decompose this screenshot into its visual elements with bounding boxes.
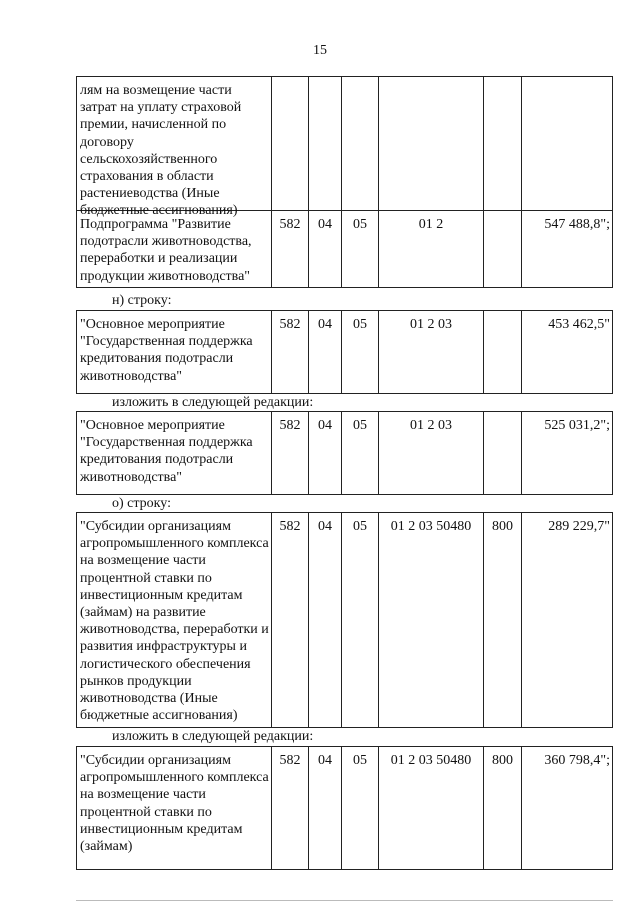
row-gr-cell: 582 <box>271 211 308 287</box>
row-pr-cell: 05 <box>341 211 378 287</box>
row-gr-cell: 582 <box>271 311 308 393</box>
row-rz-cell: 04 <box>308 412 341 494</box>
row-pr-cell <box>341 77 378 210</box>
row-sum-cell: 453 462,5" <box>521 311 614 393</box>
row-gr-cell <box>271 77 308 210</box>
row-vr-cell <box>483 311 521 393</box>
row-vr-cell <box>483 211 521 287</box>
row-sum-cell <box>521 77 614 210</box>
row-name-cell: Подпрограмма "Развитие подотрасли животноводства, переработки и реализации продукции животноводства" <box>80 217 252 284</box>
row-sum-cell: 289 229,7" <box>521 513 614 727</box>
row-gr-cell: 582 <box>271 747 308 869</box>
row-cs-cell <box>378 77 483 210</box>
row-rz-cell: 04 <box>308 747 341 869</box>
instruction-replace-2: изложить в следующей редакции: <box>112 729 314 744</box>
row-cs-cell: 01 2 03 50480 <box>378 747 483 869</box>
table-block-3 <box>76 411 613 495</box>
table-row <box>77 77 612 219</box>
row-gr-cell: 582 <box>271 412 308 494</box>
row-vr-cell <box>483 412 521 494</box>
row-sum-cell: 547 488,8"; <box>521 211 614 287</box>
table-block-1 <box>76 76 613 288</box>
instruction-o: о) строку: <box>112 496 171 511</box>
page-bottom-edge <box>76 900 613 901</box>
table-row <box>77 311 612 393</box>
row-rz-cell: 04 <box>308 211 341 287</box>
row-sum-cell: 360 798,4"; <box>521 747 614 869</box>
table-row <box>77 747 612 869</box>
row-name-cell: "Основное мероприятие "Государственная поддержка кредитования подотрасли животноводства" <box>80 317 253 384</box>
page-number: 15 <box>313 43 327 58</box>
row-cs-cell: 01 2 <box>378 211 483 287</box>
row-sum-cell: 525 031,2"; <box>521 412 614 494</box>
table-block-4 <box>76 512 613 728</box>
table-block-2 <box>76 310 613 394</box>
row-name-cell: лям на возмещение части затрат на уплату страховой премии, начисленной по договору сельскохозяйственного страхования в области растениеводства (Иные бюджетные ассигнования) <box>80 83 242 219</box>
row-name-cell: "Субсидии организациям агропромышленного комплекса на возмещение части процентной ставки по инвестиционным кредитам (займам) <box>80 753 269 855</box>
row-cs-cell: 01 2 03 <box>378 412 483 494</box>
row-vr-cell: 800 <box>483 513 521 727</box>
row-pr-cell: 05 <box>341 311 378 393</box>
row-vr-cell: 800 <box>483 747 521 869</box>
table-block-5 <box>76 746 613 870</box>
row-rz-cell <box>308 77 341 210</box>
table-row <box>77 211 612 287</box>
row-name-cell: "Основное мероприятие "Государственная поддержка кредитования подотрасли животноводства" <box>80 418 253 485</box>
row-vr-cell <box>483 77 521 210</box>
row-cs-cell: 01 2 03 <box>378 311 483 393</box>
row-gr-cell: 582 <box>271 513 308 727</box>
row-rz-cell: 04 <box>308 513 341 727</box>
row-pr-cell: 05 <box>341 747 378 869</box>
table-row <box>77 513 612 727</box>
row-pr-cell: 05 <box>341 412 378 494</box>
row-name-cell: "Субсидии организациям агропромышленного комплекса на возмещение части процентной ставки по инвестиционным кредитам (займам) на развитие животноводства, переработки и развития инфраструктуры и логистического обеспечения рынков продукции животноводства (Иные бюджетные ассигнования) <box>80 519 269 724</box>
table-row <box>77 412 612 494</box>
row-pr-cell: 05 <box>341 513 378 727</box>
row-cs-cell: 01 2 03 50480 <box>378 513 483 727</box>
instruction-n: н) строку: <box>112 293 172 308</box>
instruction-replace-1: изложить в следующей редакции: <box>112 395 314 410</box>
row-rz-cell: 04 <box>308 311 341 393</box>
